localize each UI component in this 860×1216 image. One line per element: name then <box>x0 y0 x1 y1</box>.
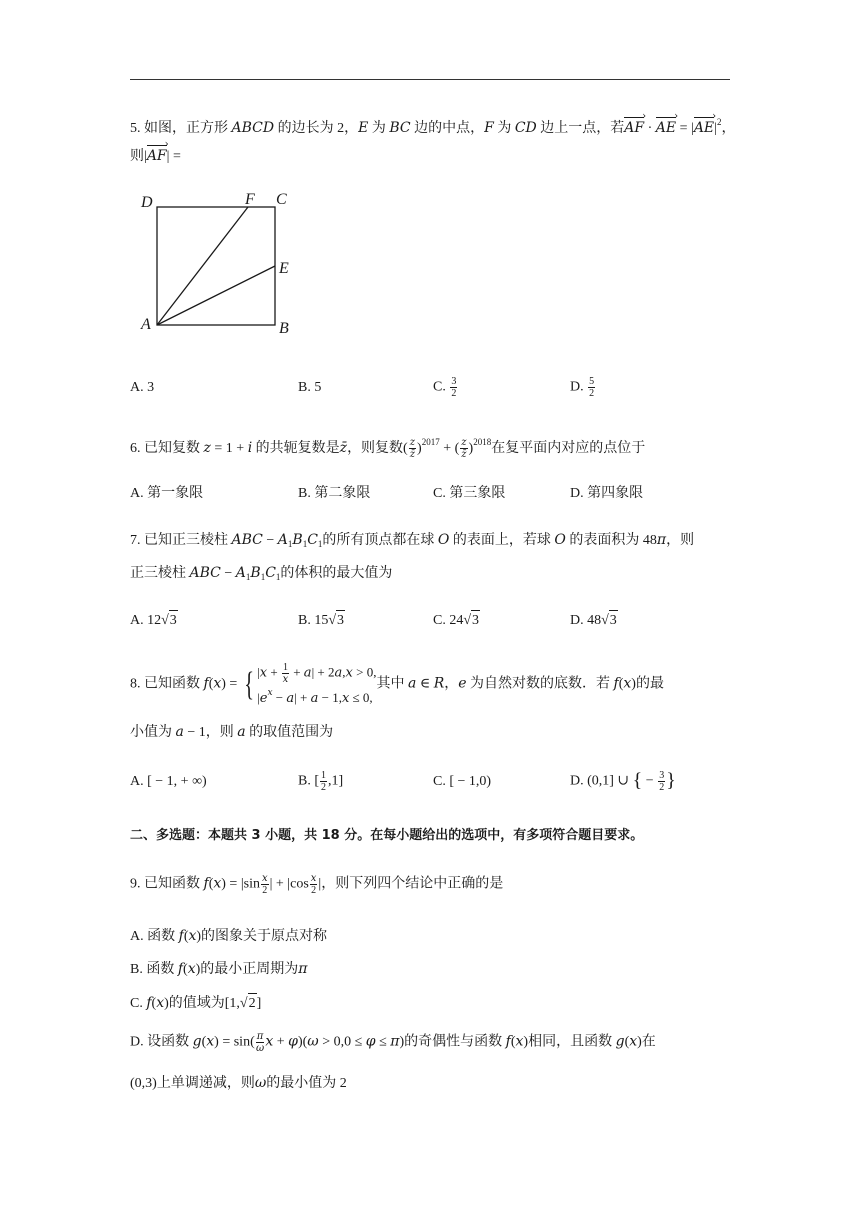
q6-option-c: C. 第三象限 <box>433 486 506 501</box>
top-rule <box>130 79 730 80</box>
q8-option-d: D. (0,1] ∪ { − $\frac{3}{2}$ } <box>570 769 676 793</box>
q9-option-b: B. 函数 f(x)的最小正周期为π <box>130 961 308 977</box>
q5-stem-line2: 则|AF ›| = <box>130 146 181 167</box>
section-2-heading: 二、多选题：本题共 3 小题，共 18 分。在每小题给出的选项中，有多项符合题目要求。 <box>130 828 644 843</box>
q8-option-a: A. [ − 1, + ∞) <box>130 774 207 789</box>
q6-option-b: B. 第二象限 <box>298 486 371 501</box>
q7-option-c: C. 24√3 <box>433 610 480 631</box>
q7-option-a: A. 12√3 <box>130 610 178 631</box>
q9-option-d-line1: D. 设函数 g(x) = sin( $\frac{\pi}{\omega}$ x + φ)(ω > 0,0 ≤ φ ≤ π)的奇偶性与函数 f(x)相同，且函数 g(x)在 <box>130 1031 656 1054</box>
q8-stem-line1: 8. 已知函数 f(x) = { |x + $\frac{1}{x}$ + a| + 2a,x > 0, $|e^x - a| + a - 1,x \le 0$, 其中 a ∈ R，e 为自然对数的底数．若 f(x)的最 <box>130 662 664 706</box>
label-E: E <box>279 260 289 277</box>
q9-option-c: C. f(x)的值域为[1,√2] <box>130 993 261 1014</box>
q6-option-d: D. 第四象限 <box>570 486 644 501</box>
label-D: D <box>141 194 153 211</box>
label-B: B <box>279 320 289 337</box>
q5-option-a: A. 3 <box>130 380 155 395</box>
label-F: F <box>245 191 255 208</box>
q7-stem-line1: 7. 已知正三棱柱 ABC − $A_1B_1C_1$的所有顶点都在球 O 的表面上，若球 O 的表面积为 48π，则 <box>130 532 695 549</box>
q9-option-d-line2: (0,3)上单调递减，则ω的最小值为 2 <box>130 1075 347 1091</box>
label-A: A <box>141 316 151 333</box>
q7-stem-line2: 正三棱柱 ABC − $A_1B_1C_1$的体积的最大值为 <box>130 565 393 582</box>
q9-option-a: A. 函数 f(x)的图象关于原点对称 <box>130 928 328 944</box>
q5-stem-line1: 5. 如图，正方形 ABCD 的边长为 2，E 为 BC 边的中点，F 为 CD 边上一点，若AF › · AE › = |AE $›|^2$， <box>130 112 735 139</box>
q7-option-b: B. 15√3 <box>298 610 345 631</box>
q8-stem-line2: 小值为 a − 1，则 a 的取值范围为 <box>130 724 334 740</box>
q5-option-b: B. 5 <box>298 380 322 395</box>
q8-option-c: C. [ − 1,0) <box>433 774 492 789</box>
q7-option-d: D. 48√3 <box>570 610 618 631</box>
q5-option-c: C. $\frac{3}{2}$ <box>433 376 457 399</box>
q5-option-d: D. $\frac{5}{2}$ <box>570 376 595 399</box>
q9-stem: 9. 已知函数 f(x) = |sin $\frac{x}{2}$ | + |cos $\frac{x}{2}$ |，则下列四个结论中正确的是 <box>130 873 504 896</box>
q6-option-a: A. 第一象限 <box>130 486 204 501</box>
q5-square-figure <box>135 185 305 340</box>
label-C: C <box>276 191 287 208</box>
q8-option-b: B. [ $\frac{1}{2}$ ,1] <box>298 770 344 793</box>
q6-stem: 6. 已知复数 z = 1 + i 的共轭复数是z̄，则复数( $\frac{z}{z̄}$ )$^{2017}$ + ( $\frac{z}{z̄}$ )$^{2018}$在复平面内对应的点位于 <box>130 437 646 461</box>
